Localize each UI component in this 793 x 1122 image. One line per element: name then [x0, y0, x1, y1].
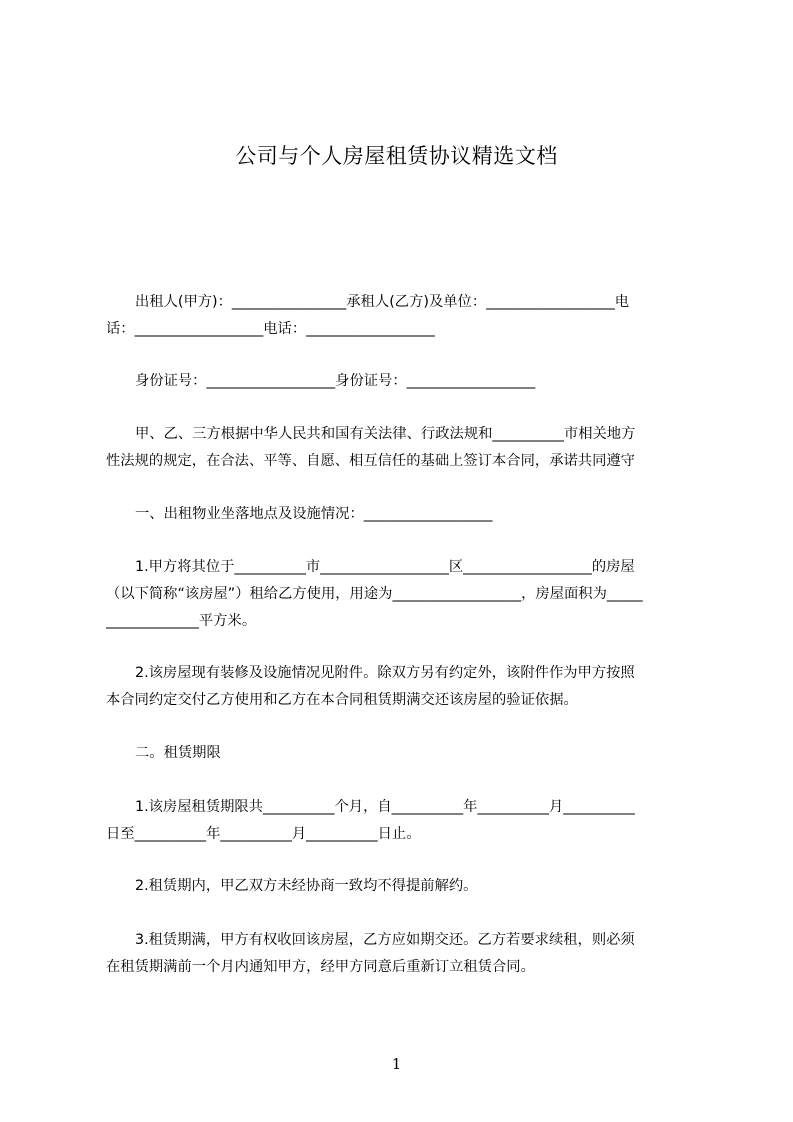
paragraph-line: 一、出租物业坐落地点及设施情况：__________________: [135, 506, 493, 522]
clause-paragraph: [106, 873, 700, 900]
clause-paragraph: [106, 927, 700, 981]
paragraph-line: 出租人(甲方)：________________承租人(乙方)及单位：__________________电: [135, 294, 630, 310]
paragraph-line: 2.租赁期内，甲乙双方未经协商一致均不得提前解约。: [135, 878, 478, 894]
paragraph-line: 性法规的规定，在合法、平等、自愿、相互信任的基础上签订本合同，承诺共同遵守: [106, 453, 635, 469]
section-heading: [106, 740, 700, 767]
paragraph-line: 日至__________年__________月__________日止。: [106, 826, 421, 842]
clause-paragraph: [106, 794, 700, 848]
clause-paragraph: [106, 660, 700, 714]
paragraph-line: 话：__________________电话：__________________: [106, 321, 435, 337]
paragraph-line: 3.租赁期满，甲方有权收回该房屋，乙方应如期交还。乙方若要求续租，则必须: [135, 932, 635, 948]
paragraph-line: 二。租赁期限: [135, 745, 221, 761]
paragraph-line: _____________平方米。: [106, 613, 257, 629]
paragraph-line: 甲、乙、三方根据中华人民共和国有关法律、行政法规和__________市相关地方: [135, 426, 636, 442]
parties-paragraph: [106, 289, 700, 343]
paragraph-line: 1.该房屋租赁期限共__________个月，自__________年__________月__________: [135, 799, 635, 815]
paragraph-line: （以下简称“该房屋”）租给乙方使用，用途为__________________，房屋面积为_____: [106, 586, 643, 602]
page-title: 公司与个人房屋租赁协议精选文档: [235, 144, 558, 168]
clause-paragraph: [106, 554, 700, 635]
paragraph-line: 2.该房屋现有装修及设施情况见附件。除双方另有约定外，该附件作为甲方按照: [135, 665, 635, 681]
paragraph-line: 1.甲方将其位于__________市__________________区__________________的房屋: [135, 559, 635, 575]
id-number-paragraph: [106, 368, 700, 395]
paragraph-line: 在租赁期满前一个月内通知甲方，经甲方同意后重新订立租赁合同。: [106, 959, 535, 975]
legal-basis-paragraph: [106, 421, 700, 475]
paragraph-line: 身份证号：__________________身份证号：__________________: [135, 373, 536, 389]
page-number: 1: [391, 1055, 402, 1073]
paragraph-line: 本合同约定交付乙方使用和乙方在本合同租赁期满交还该房屋的验证依据。: [106, 692, 578, 708]
section-heading: [106, 501, 700, 528]
